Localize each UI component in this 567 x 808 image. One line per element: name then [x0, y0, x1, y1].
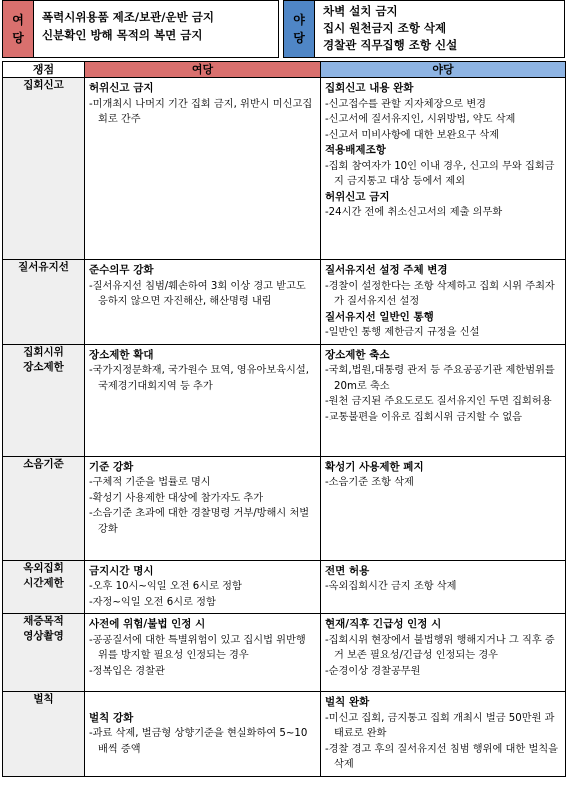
- table-row: [3, 456, 566, 560]
- opposition-party-tag: [283, 0, 315, 58]
- opposition-position-cell: [321, 260, 566, 345]
- ruling-party-tag-text: 여 당: [12, 13, 24, 45]
- issue-cell: [3, 344, 85, 456]
- ruling-party-summary: [33, 0, 279, 58]
- opposition-position-cell: [321, 692, 566, 777]
- policy-title: 확성기 사용제한 폐지: [325, 460, 424, 473]
- policy-item: -미신고 집회, 금지통고 집회 개최시 벌금 50만원 과태료로 완화: [325, 712, 555, 739]
- table-row: [3, 78, 566, 260]
- summary-header: [0, 0, 567, 60]
- opposition-position-content: [321, 561, 565, 598]
- policy-title: 벌칙 완화: [325, 696, 370, 708]
- ruling-position-content: [85, 260, 320, 313]
- ruling-position-cell: [85, 692, 321, 777]
- issue-label: 소음기준: [23, 457, 64, 470]
- opposition-position-content: [321, 614, 565, 682]
- column-header-opposition: 야당: [321, 62, 566, 78]
- policy-item: -원천 금지된 주요도로도 질서유지인 두면 집회허용: [325, 396, 552, 407]
- policy-item: -경찰 경고 후의 질서유지선 침범 행위에 대한 벌칙을 삭제: [325, 743, 559, 770]
- policy-item: -소음기준 조항 삭제: [325, 477, 414, 488]
- issue-label: 채증목적 영상촬영: [23, 615, 64, 642]
- policy-item: -국가지정문화재, 국가원수 묘역, 영유아보육시설, 국제경기대회지역 등 추가: [89, 365, 309, 392]
- issue-cell: [3, 692, 85, 777]
- ruling-summary-line: 신분확인 방해 목적의 복면 금지: [42, 28, 203, 42]
- issue-cell: [3, 614, 85, 692]
- table-header-row: [3, 62, 566, 78]
- policy-item: -집회시위 현장에서 불법행위 행해지거나 그 직후 증거 보존 필요성/긴급성 인정되는 경우: [325, 634, 555, 661]
- policy-item: -신고서에 질서유지인, 시위방법, 약도 삭제: [325, 114, 516, 125]
- policy-item: -자정~익일 오전 6시로 정함: [89, 596, 216, 608]
- policy-item: -공공질서에 대한 특별위험이 있고 집시법 위반행위를 방지할 필요성 인정되는 경우: [89, 634, 306, 661]
- policy-item: -24시간 전에 취소신고서의 제출 의무화: [325, 207, 503, 218]
- policy-title: 기준 강화: [89, 460, 134, 473]
- table-row: [3, 560, 566, 614]
- column-header-ruling: 여당: [85, 62, 321, 78]
- issue-label: 옥외집회 시간제한: [23, 561, 64, 589]
- policy-title: 장소제한 확대: [89, 348, 154, 361]
- policy-item: -과료 삭제, 벌금형 상향기준을 현실화하여 5~10배씩 증액: [89, 728, 308, 755]
- policy-item: -일반인 통행 제한금지 규정을 신설: [325, 327, 480, 338]
- policy-title: 질서유지선 설정 주체 변경: [325, 264, 448, 276]
- policy-item: -신고접수를 관할 지자체장으로 변경: [325, 98, 487, 110]
- opposition-position-content: [321, 78, 565, 224]
- column-header-issue: 쟁점: [3, 62, 85, 78]
- ruling-position-content: [85, 78, 320, 131]
- opposition-position-content: [321, 457, 565, 494]
- policy-item: -오후 10시~익일 오전 6시로 정함: [89, 581, 242, 592]
- table-row: [3, 692, 566, 777]
- opposition-position-content: [321, 260, 565, 344]
- ruling-position-cell: [85, 78, 321, 260]
- issue-cell: [3, 260, 85, 345]
- issue-label: 벌칙: [33, 693, 54, 705]
- policy-title: 전면 허용: [325, 564, 370, 577]
- policy-title: 질서유지선 일반인 통행: [325, 310, 434, 323]
- opposition-party-tag-text: 야 당: [293, 13, 305, 45]
- policy-item: -옥외집회시간 금지 조항 삭제: [325, 581, 457, 592]
- opposition-position-content: [321, 692, 565, 776]
- policy-item: -교통불편을 이유로 집회시위 금지할 수 없음: [325, 411, 523, 423]
- ruling-position-content: [85, 614, 320, 682]
- comparison-table: [2, 61, 566, 777]
- policy-title: 현재/직후 긴급성 인정 시: [325, 618, 442, 630]
- policy-title: 준수의무 강화: [89, 264, 154, 276]
- policy-item: -구체적 기준을 법률로 명시: [89, 477, 211, 488]
- ruling-position-content: [85, 708, 320, 761]
- issue-label: 질서유지선: [18, 261, 69, 273]
- policy-item: -순경이상 경찰공무원: [325, 665, 421, 677]
- opposition-position-cell: [321, 344, 566, 456]
- policy-title: 금지시간 명시: [89, 564, 154, 577]
- opposition-summary-line: 경찰관 직무집행 조항 신설: [323, 38, 458, 52]
- policy-title: 장소제한 축소: [325, 348, 390, 361]
- opposition-summary-line: 집시 원천금지 조항 삭제: [323, 21, 447, 35]
- ruling-position-content: [85, 345, 320, 398]
- ruling-position-cell: [85, 344, 321, 456]
- ruling-party-tag: [2, 0, 34, 58]
- ruling-position-cell: [85, 456, 321, 560]
- policy-title: 벌칙 강화: [89, 711, 134, 724]
- policy-item: -질서유지선 침범/훼손하여 3회 이상 경고 받고도 응하지 않으면 자진해산, 해산명령 내림: [89, 280, 306, 307]
- policy-title: 적용배제조항: [325, 144, 386, 156]
- ruling-summary-line: 폭력시위용품 제조/보관/운반 금지: [42, 10, 214, 24]
- issue-cell: [3, 78, 85, 260]
- policy-title: 집회신고 내용 완화: [325, 82, 414, 94]
- ruling-position-content: [85, 561, 320, 614]
- policy-title: 사전에 위험/불법 인정 시: [89, 618, 206, 630]
- policy-item: -확성기 사용제한 대상에 참가자도 추가: [89, 492, 264, 504]
- policy-item: -집회 참여자가 10인 이내 경우, 신고의 무와 집회금지 금지통고 대상 등에서 제외: [325, 160, 555, 187]
- policy-item: -경찰이 설정한다는 조항 삭제하고 집회 시위 주최자가 질서유지선 설정: [325, 280, 555, 307]
- ruling-position-cell: [85, 260, 321, 345]
- ruling-position-cell: [85, 614, 321, 692]
- policy-title: 허위신고 금지: [325, 190, 390, 203]
- opposition-position-cell: [321, 456, 566, 560]
- policy-title: 허위신고 금지: [89, 82, 154, 94]
- policy-item: -미개최시 나머지 기간 집회 금지, 위반시 미신고집회로 간주: [89, 98, 313, 125]
- issue-label: 집회시위 장소제한: [23, 345, 64, 373]
- ruling-position-cell: [85, 560, 321, 614]
- policy-item: -신고서 미비사항에 대한 보완요구 삭제: [325, 129, 500, 141]
- opposition-summary-line: 차벽 설치 금지: [323, 4, 398, 18]
- issue-label: 집회신고: [23, 79, 64, 91]
- opposition-party-summary: [314, 0, 565, 58]
- policy-item: -소음기준 초과에 대한 경찰명령 거부/방해시 처벌 강화: [89, 508, 310, 535]
- opposition-position-cell: [321, 560, 566, 614]
- table-row: [3, 614, 566, 692]
- policy-item: -정복입은 경찰관: [89, 665, 165, 677]
- opposition-position-cell: [321, 78, 566, 260]
- ruling-position-content: [85, 457, 320, 541]
- policy-item: -국회,법원,대통령 관저 등 주요공공기관 제한범위를 20m로 축소: [325, 365, 555, 392]
- issue-cell: [3, 560, 85, 614]
- opposition-position-cell: [321, 614, 566, 692]
- table-row: [3, 260, 566, 345]
- opposition-position-content: [321, 345, 565, 429]
- issue-cell: [3, 456, 85, 560]
- table-row: [3, 344, 566, 456]
